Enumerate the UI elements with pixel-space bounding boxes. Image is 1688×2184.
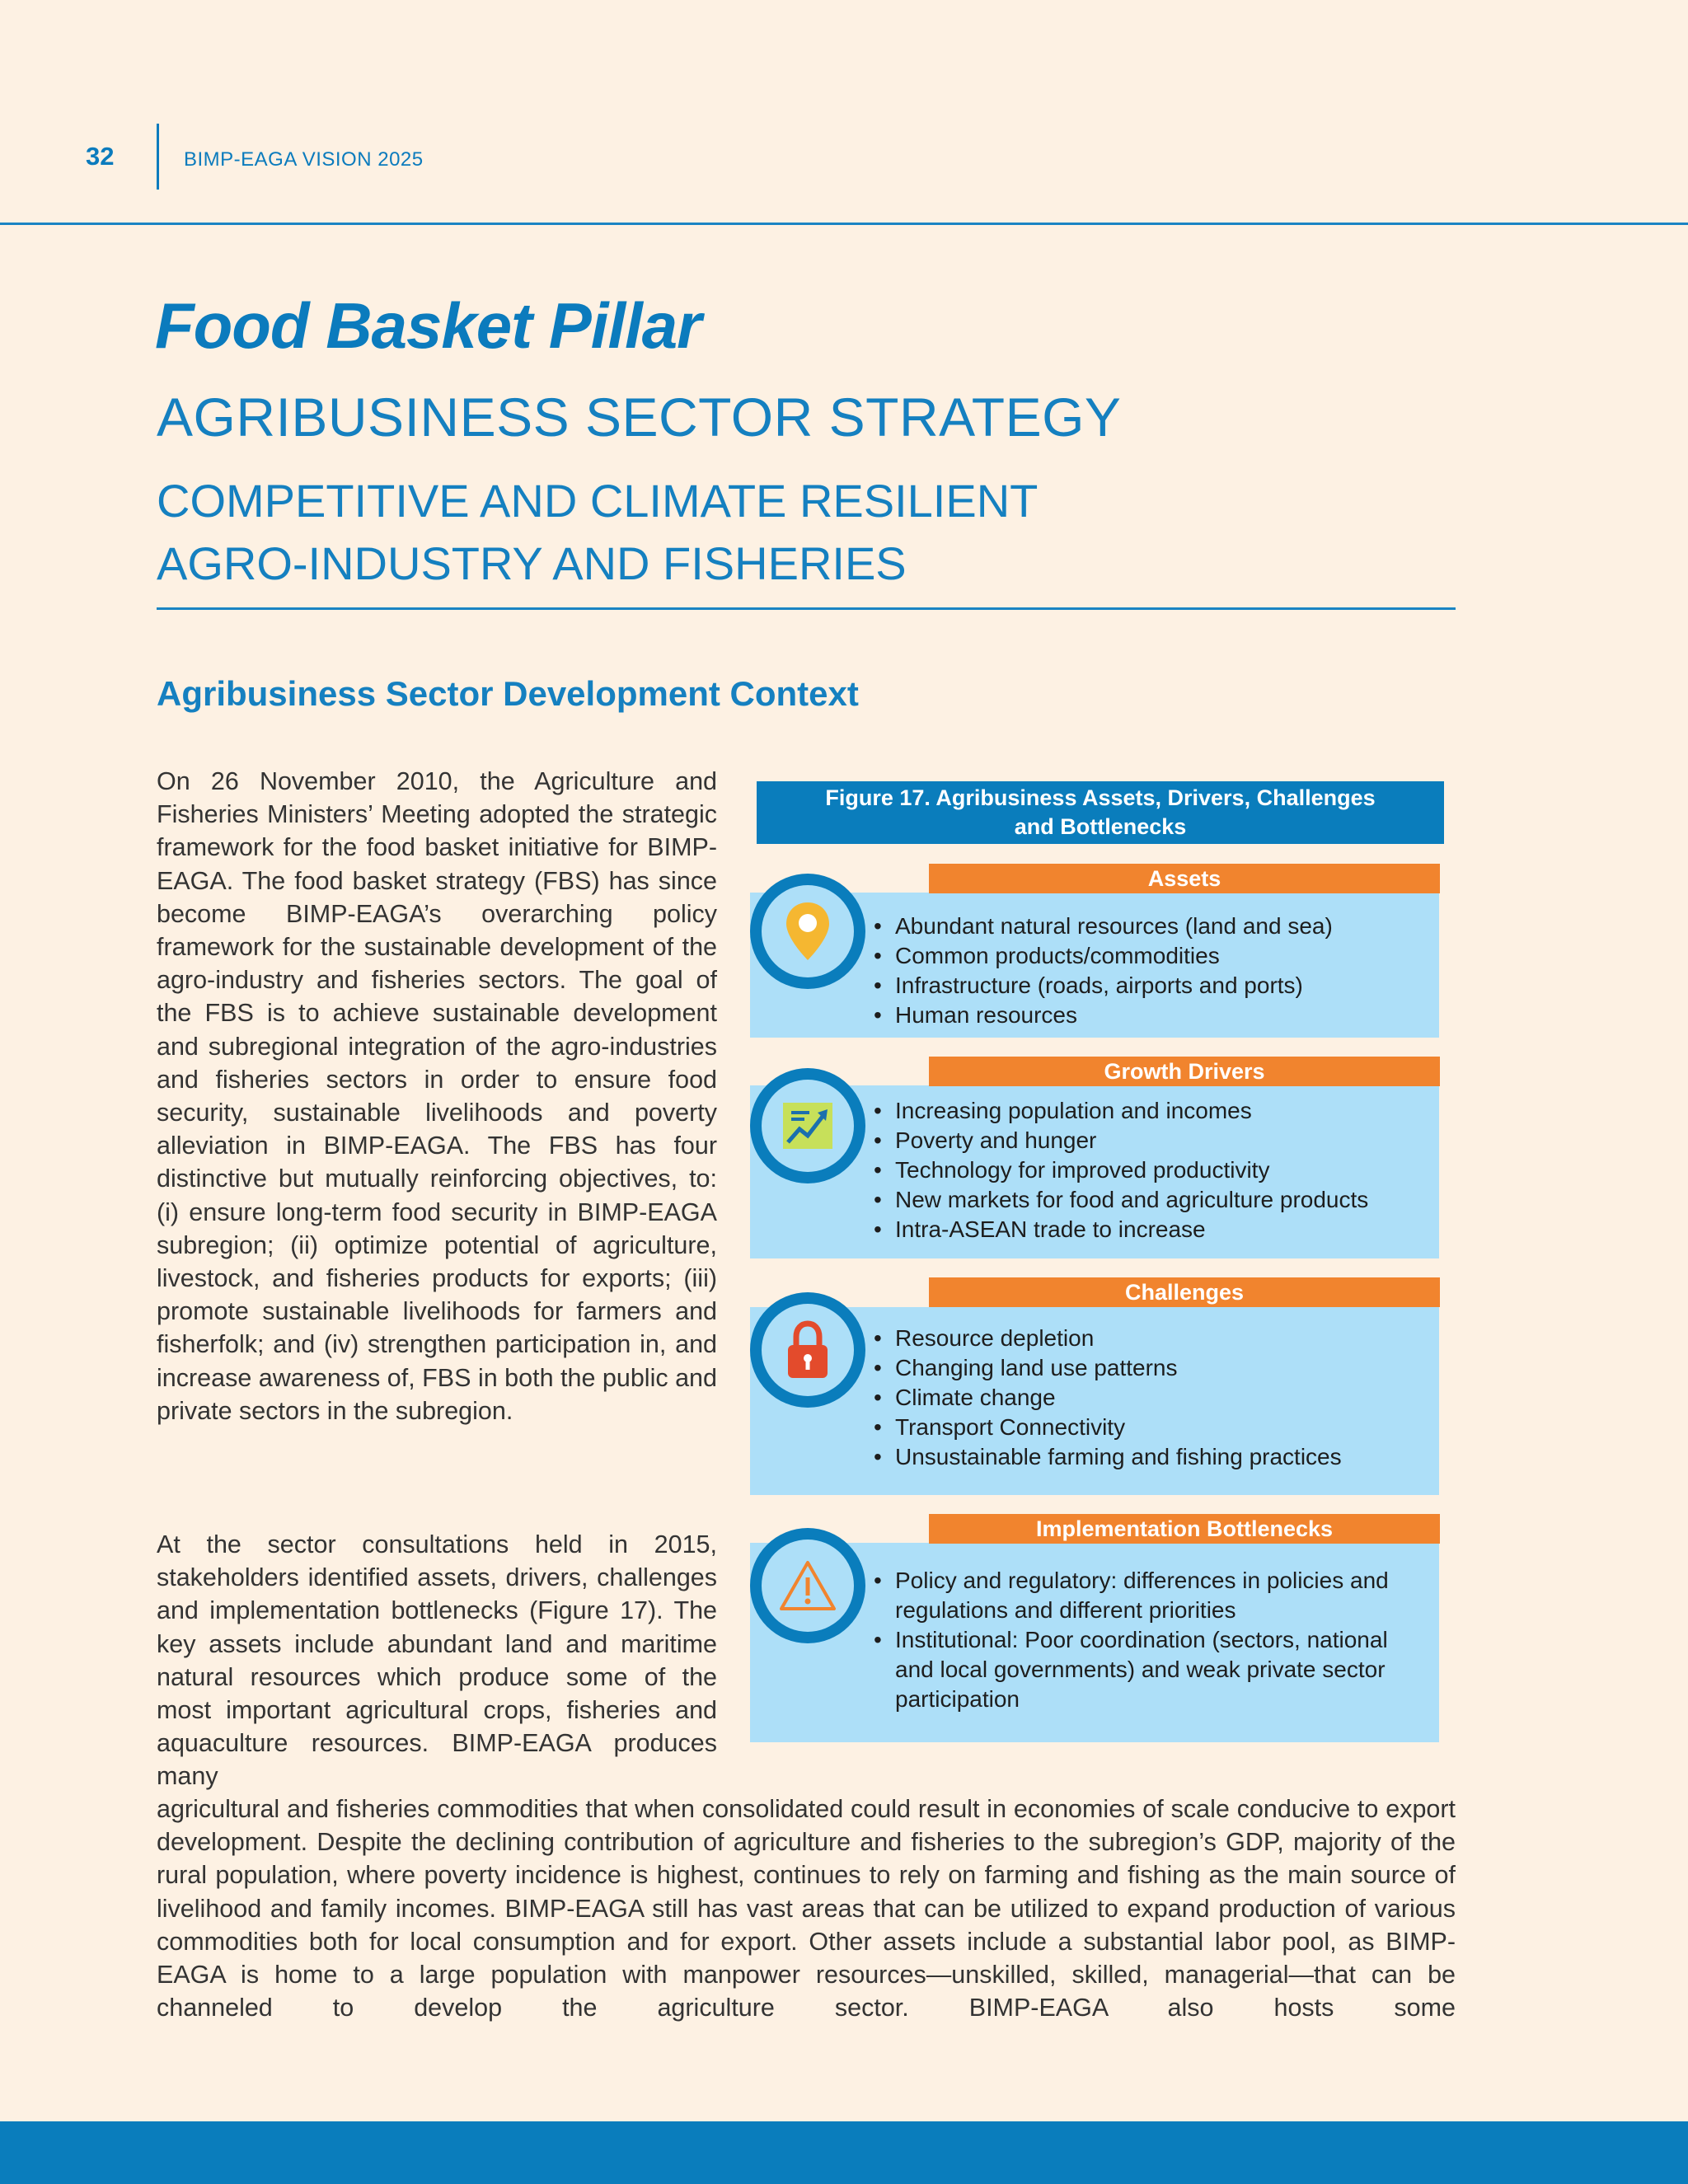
list-item: • Policy and regulatory: differences in policies and regulations and different priorities — [872, 1566, 1416, 1625]
header-rule — [0, 223, 1688, 225]
bottlenecks-list — [872, 1566, 1416, 1714]
page-number: 32 — [86, 142, 115, 171]
bottlenecks-icon-badge — [750, 1528, 865, 1643]
sub-title-line-1: COMPETITIVE AND CLIMATE RESILIENT — [157, 475, 1039, 527]
assets-tab: Assets — [929, 864, 1440, 893]
list-item: • Transport Connectivity — [872, 1413, 1342, 1442]
list-item: • Infrastructure (roads, airports and ports) — [872, 971, 1333, 1001]
title-rule — [157, 607, 1456, 610]
challenges-tab: Challenges — [929, 1277, 1440, 1307]
footer-band — [0, 2121, 1688, 2184]
challenges-list — [872, 1324, 1342, 1472]
sub-title-line-2: AGRO-INDUSTRY AND FISHERIES — [157, 537, 907, 589]
body-paragraph-1: On 26 November 2010, the Agriculture and Fisheries Ministers’ Meeting adopted the strategic framework for the food basket initiative for BIMP-EAGA. The food basket strategy (FBS) has since become BIMP-EAGA’s overarching policy framework for the sustainable development of the agro-industry and fisheries sectors. The goal of the FBS is to achieve sustainable development and subregional integration of the agro-industries and fisheries sectors in order to ensure food security, sustainable livelihoods and poverty alleviation in BIMP-EAGA. The FBS has four distinctive but mutually reinforcing objectives, to: (i) ensure long-term food security in BIMP-EAGA subregion; (ii) optimize potential of agriculture, livestock, and fisheries products for exports; (iii) promote sustainable livelihoods for farmers and fisherfolk; and (iv) strengthen participation in, and increase awareness of, FBS in both the public and private sectors in the subregion. — [157, 767, 717, 1425]
list-item: • Increasing population and incomes — [872, 1096, 1368, 1126]
list-item: • Intra-ASEAN trade to increase — [872, 1215, 1368, 1244]
figure-title-line-1: Figure 17. Agribusiness Assets, Drivers, Challenges — [825, 785, 1376, 810]
list-item: • Human resources — [872, 1001, 1333, 1030]
pillar-title: Food Basket Pillar — [155, 289, 701, 362]
challenges-icon-badge — [750, 1292, 865, 1408]
sub-title — [157, 470, 1038, 595]
running-head: BIMP-EAGA VISION 2025 — [184, 148, 424, 171]
list-item: • Unsustainable farming and fishing practices — [872, 1442, 1342, 1472]
list-item: • Poverty and hunger — [872, 1126, 1368, 1155]
figure-title — [757, 781, 1444, 844]
growth-drivers-list — [872, 1096, 1368, 1244]
list-item: • Institutional: Poor coordination (sectors, national and local governments) and weak private sector participation — [872, 1625, 1416, 1714]
sector-title: AGRIBUSINESS SECTOR STRATEGY — [157, 387, 1122, 448]
growth-chart-icon — [780, 1099, 836, 1152]
section-heading: Agribusiness Sector Development Context — [157, 674, 859, 713]
assets-list — [872, 912, 1333, 1030]
list-item: • New markets for food and agriculture products — [872, 1185, 1368, 1215]
bottlenecks-tab: Implementation Bottlenecks — [929, 1514, 1440, 1544]
list-item: • Changing land use patterns — [872, 1353, 1342, 1383]
padlock-icon — [785, 1320, 831, 1380]
assets-icon-badge — [750, 874, 865, 989]
list-item: • Climate change — [872, 1383, 1342, 1413]
growth-drivers-icon-badge — [750, 1068, 865, 1183]
list-item: • Technology for improved productivity — [872, 1155, 1368, 1185]
list-item: • Common products/commodities — [872, 941, 1333, 971]
location-pin-icon — [785, 901, 831, 962]
body-paragraph-3: agricultural and fisheries commodities that when consolidated could result in economies of scale conducive to export development. Despite the declining contribution of agriculture and fisheries to the subregion’s GDP, majority of the rural population, where poverty incidence is highest, continues to rely on farming and fishing as the main source of livelihood and family incomes. BIMP-EAGA still has vast areas that can be utilized to expand production of various commodities both for local consumption and for export. Other assets include a substantial labor pool, as BIMP-EAGA is home to a large population with manpower resources—unskilled, skilled, managerial—that can be channeled to develop the agriculture sector. BIMP-EAGA also hosts some — [157, 1795, 1456, 2022]
header-divider — [157, 124, 159, 190]
list-item: • Abundant natural resources (land and sea) — [872, 912, 1333, 941]
growth-drivers-tab: Growth Drivers — [929, 1057, 1440, 1086]
figure-title-line-2: and Bottlenecks — [1014, 814, 1187, 839]
body-paragraph-2: At the sector consultations held in 2015, stakeholders identified assets, drivers, challenges and implementation bottlenecks (Figure 17). The key assets include abundant land and maritime natural resources which produce some of the most important agricultural crops, fisheries and aquaculture resources. BIMP-EAGA produces many — [157, 1530, 717, 1791]
list-item: • Resource depletion — [872, 1324, 1342, 1353]
warning-triangle-icon — [778, 1559, 837, 1612]
